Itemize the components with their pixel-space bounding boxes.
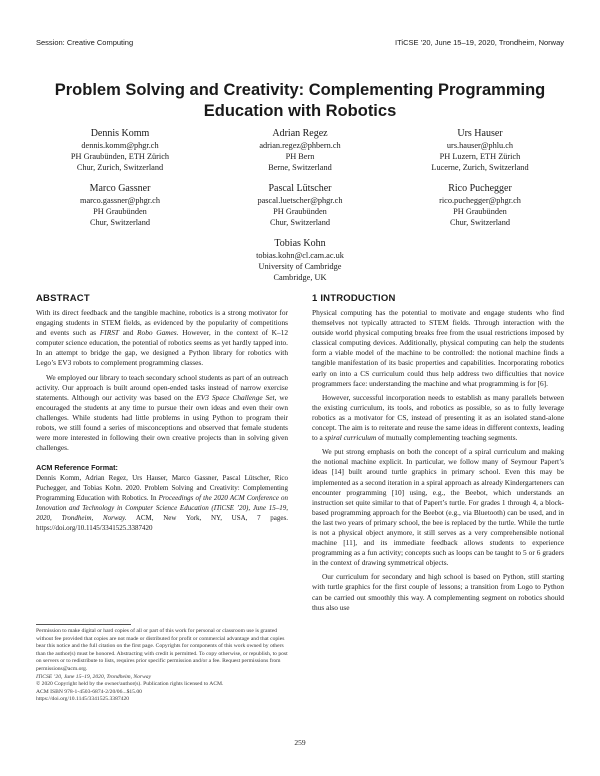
author-name: Pascal Lütscher [268, 183, 332, 194]
author-block [400, 182, 560, 228]
introduction-heading: 1 INTRODUCTION [312, 293, 396, 304]
author-email[interactable]: rico.puchegger@phgr.ch [439, 196, 521, 205]
running-header-session: Session: Creative Computing [36, 38, 134, 47]
introduction-paragraph: Physical computing has the potential to motivate and engage students who find themselves not typically attracted to STEM fields. Through interaction with the outside world physical computing breaks free from the usual restrictions imposed by classical computing devices. Additionally, physical computing can help the students form a viable model of the machine to be controlled: the notional machine finds a tangible manifestation of its basic properties and capabilities. Incorporating robotics early on into a CS curriculum could thus help address two difficulties that novice programmers face: understanding the machine and what programming is for [6]. [312, 308, 564, 388]
author-location: Lucerne, Zurich, Switzerland [431, 163, 529, 172]
left-column [36, 292, 288, 533]
author-location: Chur, Switzerland [449, 218, 511, 227]
permission-notice: Permission to make digital or hard copies of all or part of this work for personal or classroom use is granted without fee provided that copies are not made or distributed for profit or commercial advantage and that copies bear this notice and the full citation on the first page. Copyrights for components of this work owned by others than the author(s) must be honored. Abstracting with credit is permitted. To copy otherwise, or republish, to post on servers or to redistribute to lists, requires prior specific permission and/or a fee. Request permissions from permissions@acm.org. [36, 628, 288, 672]
author-email[interactable]: marco.gassner@phgr.ch [80, 196, 160, 205]
text-run: . However, in the context of K–12 computer science education, the potential of robotics seems as yet hardly tapped into. In an attempt to bridge the gap, we designed a Python library for robotics with Lego’s EV3 robots to complement programming classes. [36, 328, 289, 368]
title-line: Problem Solving and Creativity: Complementing Programming [54, 81, 546, 99]
footnote-isbn: ACM ISBN 978-1-4503-6874-2/20/06...$15.00 [36, 688, 142, 695]
author-location: Berne, Switzerland [268, 163, 332, 172]
author-block [40, 182, 200, 228]
author-email[interactable]: tobias.kohn@cl.cam.ac.uk [256, 251, 344, 260]
author-location: Cambridge, UK [273, 273, 327, 282]
author-block [220, 127, 380, 173]
author-affiliation: PH Luzern, ETH Zürich [439, 152, 521, 161]
author-affiliation: PH Graubünden [453, 207, 507, 216]
author-name: Dennis Komm [90, 128, 150, 139]
text-run: FIRST [99, 328, 119, 338]
author-location: Chur, Switzerland [89, 218, 151, 227]
footnote-conference: ITiCSE ’20, June 15–19, 2020, Trondheim, Norway [36, 673, 152, 680]
author-block [40, 127, 200, 173]
right-column [312, 292, 564, 617]
running-header-conference: ITiCSE ’20, June 15–19, 2020, Trondheim, Norway [395, 38, 564, 47]
author-affiliation: University of Cambridge [258, 262, 342, 271]
acm-reference-heading: ACM Reference Format: [36, 463, 118, 473]
introduction-paragraph: We put strong emphasis on both the concept of a spiral curriculum and making the notional machine explicit. In particular, we follow many of Seymour Papert’s ideas [14] built around turtle graphics in primary school. Even this may be implemented as a second iteration in a spiral approach as already Kindergarteners can encounter programming [10] using, e.g., the Beebot, which understands an instruction set quite similar to that of Papert’s turtle. For grades 1 through 4, a block-based programming approach for the Beebot (e.g., via Bluetooth) can be used, and in the last two years of primary school, the bee is replaced by the turtle. While the turtle is not a physical object anymore, it still serves as a very comprehensible notional machine [11], and its immediate feedback allows students to experience programming as a fun activity; concepts such as loops can be taught to 5 or 6 graders in the context of drawing symmetrical objects. [312, 447, 564, 568]
author-affiliation: PH Graubünden [93, 207, 147, 216]
author-block [400, 127, 560, 173]
introduction-paragraph: Our curriculum for secondary and high school is based on Python, still starting with turtle graphics for the first couple of lessons; a transition from Logo to Python can be carried out smoothly this way. A complementing segment on robotics should thus also use [312, 572, 564, 612]
text-run: and [119, 328, 138, 338]
author-location: Chur, Zurich, Switzerland [76, 163, 164, 172]
introduction-paragraph [312, 393, 564, 443]
author-name: Tobias Kohn [274, 238, 326, 249]
text-run: With its direct feedback and the tangible machine, robotics is a strong motivator for engaging students in STEM fields, as evidenced by the popularity of competitions and events such as [36, 308, 288, 338]
abstract-paragraph [36, 373, 288, 454]
author-affiliation: PH Graubünden, ETH Zürich [70, 152, 170, 161]
acm-reference-text [36, 473, 288, 533]
author-email[interactable]: urs.hauser@phlu.ch [446, 141, 514, 150]
text-run: We employed our library to teach secondary school students as part of an outreach activity. Our approach is built around open-ended tasks instead of narrow exercise statements. Although our activity was based on the [36, 372, 288, 402]
author-email[interactable]: adrian.regez@phbern.ch [259, 141, 341, 150]
author-block [220, 237, 380, 283]
text-run: , we encouraged the students at any time to pursue their own ideas and even their own challenges. While students had little problems in using Python to program their robots, we still found a series of misconceptions and observed that female students were more interested in following their own creative projects than in solving given challenges. [36, 392, 288, 453]
text-run: of mutually complementing teaching segments. [376, 433, 518, 443]
author-block [220, 182, 380, 228]
author-name: Marco Gassner [89, 183, 151, 194]
author-location: Chur, Switzerland [269, 218, 331, 227]
footnote-divider [36, 624, 131, 625]
author-name: Adrian Regez [272, 128, 328, 139]
text-run: Robo Games [137, 328, 177, 338]
text-run: EV3 Space Challenge Set [196, 392, 275, 402]
paper-title [40, 80, 560, 122]
author-name: Urs Hauser [457, 128, 503, 139]
text-run: However, successful incorporation needs to establish as many parallels between the existing curriculum, its tools, and robotics as possible, so as to fully leverage robotics as a motivator for CS, instead of presenting it as an isolated stand-alone concept. The aim is to reiterate and reuse the same ideas in different contexts, leading to a [312, 392, 564, 443]
page-number: 259 [294, 738, 306, 747]
footnote-doi[interactable]: https://doi.org/10.1145/3341525.3387420 [36, 696, 130, 703]
author-name: Rico Puchegger [448, 183, 512, 194]
copyright-footnote [36, 628, 288, 704]
abstract-paragraph [36, 308, 288, 369]
text-run: Proceedings of the 2020 ACM Conference on Innovation and Technology in Computer Science Education (ITiCSE ’20), June 15–19, 2020, Trondheim, Norway. [36, 494, 288, 523]
author-email[interactable]: pascal.luetscher@phgr.ch [257, 196, 343, 205]
author-email[interactable]: dennis.komm@phgr.ch [81, 141, 159, 150]
text-run: ACM, New York, NY, USA, 7 pages. https://doi.org/10.1145/3341525.3387420 [36, 514, 288, 533]
title-line: Education with Robotics [203, 102, 397, 120]
author-affiliation: PH Bern [285, 152, 315, 161]
abstract-heading: ABSTRACT [36, 293, 90, 304]
author-affiliation: PH Graubünden [273, 207, 327, 216]
footnote-copyright: © 2020 Copyright held by the owner/author(s). Publication rights licensed to ACM. [36, 681, 224, 688]
text-run: spiral curriculum [324, 433, 377, 443]
text-run: Dennis Komm, Adrian Regez, Urs Hauser, Marco Gassner, Pascal Lütscher, Rico Puchegger, and Tobias Kohn. 2020. Problem Solving and Creativity: Complementing Programming Education with Robotics. In [36, 474, 288, 503]
